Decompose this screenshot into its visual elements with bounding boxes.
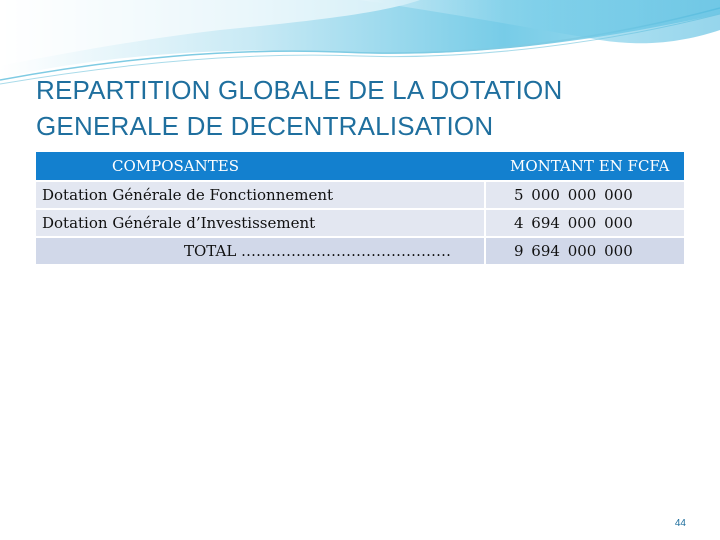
table-row (36, 210, 684, 238)
row-label: Dotation Générale d’Investissement (36, 210, 486, 238)
table-row (36, 182, 684, 210)
table-total-row (36, 238, 684, 266)
table-header-row (36, 152, 684, 182)
page-title (36, 72, 676, 144)
title-line-1: REPARTITION GLOBALE DE LA DOTATION (36, 75, 563, 105)
dotation-table (36, 152, 684, 266)
title-line-2: GENERALE DE DECENTRALISATION (36, 111, 494, 141)
page-number: 44 (674, 518, 686, 529)
total-amount: 9 694 000 000 (486, 238, 684, 266)
row-label: Dotation Générale de Fonctionnement (36, 182, 486, 210)
header-composantes: COMPOSANTES (36, 152, 486, 182)
total-label: TOTAL …………………………………… (36, 238, 486, 266)
row-amount: 4 694 000 000 (486, 210, 684, 238)
row-amount: 5 000 000 000 (486, 182, 684, 210)
header-montant: MONTANT EN FCFA (486, 152, 684, 182)
